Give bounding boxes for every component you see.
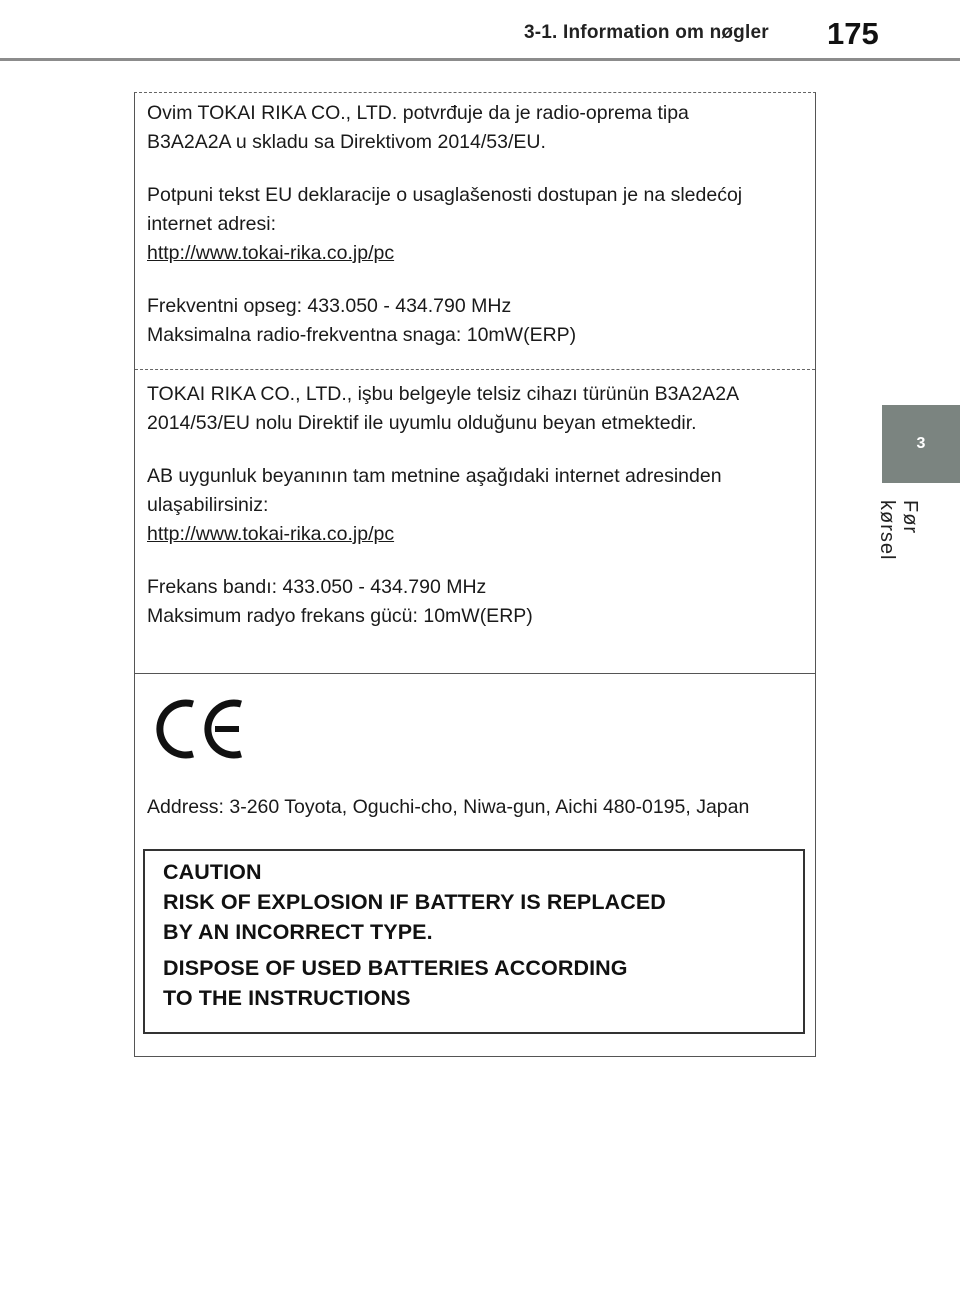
section-title: 3-1. Information om nøgler [524, 22, 769, 43]
frequency-text: Frekans bandı: 433.050 - 434.790 MHz [147, 576, 487, 598]
declaration-link[interactable]: http://www.tokai-rika.co.jp/pc [147, 523, 395, 545]
caution-line: BY AN INCORRECT TYPE. [163, 920, 433, 944]
section-divider [135, 673, 815, 674]
header-rule [0, 58, 960, 61]
caution-line: TO THE INSTRUCTIONS [163, 986, 411, 1010]
availability-text: ulaşabilirsiniz: [147, 494, 269, 516]
declaration-text: 2014/53/EU nolu Direktif ile uyumlu olduğunu beyan etmektedir. [147, 412, 697, 434]
power-text: Maksimalna radio-frekventna snaga: 10mW(ERP) [147, 324, 577, 346]
caution-text [163, 857, 666, 1013]
chapter-tab: 3 [882, 405, 960, 483]
caution-label [143, 849, 805, 1034]
ce-mark-icon [153, 696, 249, 762]
declaration-serbian [147, 99, 805, 350]
chapter-label: Før kørsel [876, 500, 921, 561]
manufacturer-address: Address: 3-260 Toyota, Oguchi-cho, Niwa-gun, Aichi 480-0195, Japan [147, 796, 750, 818]
availability-text: AB uygunluk beyanının tam metnine aşağıdaki internet adresinden [147, 465, 722, 487]
frequency-text: Frekventni opseg: 433.050 - 434.790 MHz [147, 295, 512, 317]
declaration-box [134, 92, 816, 1057]
page-number: 175 [827, 16, 879, 51]
declaration-text: TOKAI RIKA CO., LTD., işbu belgeyle telsiz cihazı türünün B3A2A2A [147, 383, 740, 405]
section-divider [135, 369, 815, 370]
availability-text: internet adresi: [147, 213, 276, 235]
caution-heading: CAUTION [163, 860, 262, 884]
declaration-text: B3A2A2A u skladu sa Direktivom 2014/53/EU. [147, 131, 546, 153]
declaration-turkish [147, 380, 805, 631]
declaration-link[interactable]: http://www.tokai-rika.co.jp/pc [147, 242, 395, 264]
declaration-text: Ovim TOKAI RIKA CO., LTD. potvrđuje da je radio-oprema tipa [147, 102, 689, 124]
caution-line: RISK OF EXPLOSION IF BATTERY IS REPLACED [163, 890, 666, 914]
power-text: Maksimum radyo frekans gücü: 10mW(ERP) [147, 605, 533, 627]
caution-line: DISPOSE OF USED BATTERIES ACCORDING [163, 956, 628, 980]
availability-text: Potpuni tekst EU deklaracije o usaglašenosti dostupan je na sledećoj [147, 184, 743, 206]
